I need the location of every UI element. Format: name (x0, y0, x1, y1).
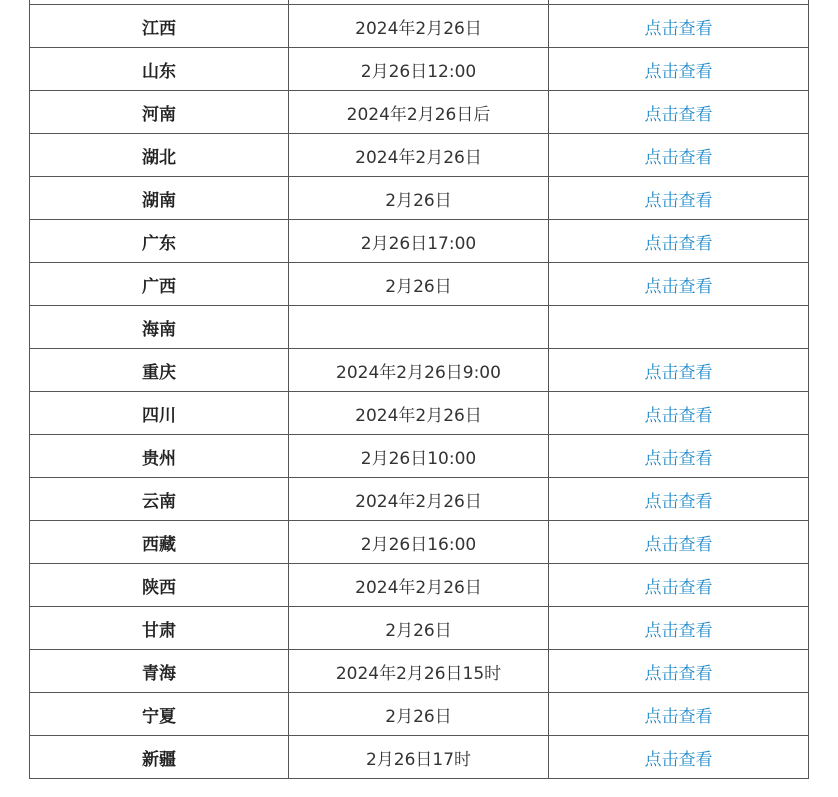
release-time-cell: 2024年2月26日 (289, 564, 549, 607)
link-cell (549, 650, 809, 693)
province-cell: 江西 (30, 5, 289, 48)
table-row (30, 736, 809, 779)
province-cell: 贵州 (30, 435, 289, 478)
link-cell (549, 349, 809, 392)
table-row (30, 693, 809, 736)
table-row (30, 349, 809, 392)
province-cell: 宁夏 (30, 693, 289, 736)
score-release-table-container (29, 0, 809, 779)
release-time-cell: 2月26日 (289, 693, 549, 736)
table-row (30, 521, 809, 564)
link-cell (549, 177, 809, 220)
table-row (30, 478, 809, 521)
link-cell (549, 134, 809, 177)
province-cell: 陕西 (30, 564, 289, 607)
table-row (30, 91, 809, 134)
release-time-cell: 2024年2月26日 (289, 392, 549, 435)
view-link[interactable]: 点击查看 (644, 18, 713, 39)
province-cell: 云南 (30, 478, 289, 521)
link-cell (549, 91, 809, 134)
view-link[interactable]: 点击查看 (644, 104, 713, 125)
table-row (30, 306, 809, 349)
release-time-cell: 2月26日 (289, 177, 549, 220)
province-cell: 四川 (30, 392, 289, 435)
release-time-cell: 2024年2月26日后 (289, 91, 549, 134)
view-link[interactable]: 点击查看 (644, 405, 713, 426)
view-link[interactable]: 点击查看 (644, 749, 713, 770)
link-cell (549, 263, 809, 306)
province-cell: 重庆 (30, 349, 289, 392)
province-cell: 广西 (30, 263, 289, 306)
table-row (30, 48, 809, 91)
table-row (30, 564, 809, 607)
link-cell (549, 607, 809, 650)
province-cell: 西藏 (30, 521, 289, 564)
score-release-table (29, 0, 809, 779)
link-cell (549, 306, 809, 349)
release-time-cell: 2月26日 (289, 263, 549, 306)
province-cell: 湖北 (30, 134, 289, 177)
release-time-cell: 2月26日17:00 (289, 220, 549, 263)
release-time-cell: 2024年2月26日 (289, 478, 549, 521)
province-cell: 青海 (30, 650, 289, 693)
province-cell: 甘肃 (30, 607, 289, 650)
view-link[interactable]: 点击查看 (644, 190, 713, 211)
view-link[interactable]: 点击查看 (644, 706, 713, 727)
view-link[interactable]: 点击查看 (644, 448, 713, 469)
province-cell: 山东 (30, 48, 289, 91)
release-time-cell: 2月26日10:00 (289, 435, 549, 478)
release-time-cell: 2024年2月26日15时 (289, 650, 549, 693)
view-link[interactable]: 点击查看 (644, 491, 713, 512)
link-cell (549, 220, 809, 263)
table-row (30, 650, 809, 693)
release-time-cell: 2月26日17时 (289, 736, 549, 779)
link-cell (549, 564, 809, 607)
link-cell (549, 392, 809, 435)
table-row (30, 220, 809, 263)
link-cell (549, 521, 809, 564)
link-cell (549, 435, 809, 478)
view-link[interactable]: 点击查看 (644, 620, 713, 641)
view-link[interactable]: 点击查看 (644, 147, 713, 168)
table-row (30, 607, 809, 650)
release-time-cell: 2月26日 (289, 607, 549, 650)
release-time-cell: 2月26日16:00 (289, 521, 549, 564)
link-cell (549, 5, 809, 48)
release-time-cell: 2024年2月26日9:00 (289, 349, 549, 392)
link-cell (549, 478, 809, 521)
province-cell: 新疆 (30, 736, 289, 779)
release-time-cell: 2月26日12:00 (289, 48, 549, 91)
view-link[interactable]: 点击查看 (644, 233, 713, 254)
link-cell (549, 736, 809, 779)
table-row (30, 134, 809, 177)
view-link[interactable]: 点击查看 (644, 577, 713, 598)
table-row (30, 392, 809, 435)
province-cell: 海南 (30, 306, 289, 349)
link-cell (549, 48, 809, 91)
release-time-cell (289, 306, 549, 349)
release-time-cell: 2024年2月26日 (289, 5, 549, 48)
table-row (30, 263, 809, 306)
release-time-cell: 2024年2月26日 (289, 134, 549, 177)
view-link[interactable]: 点击查看 (644, 663, 713, 684)
view-link[interactable]: 点击查看 (644, 534, 713, 555)
view-link[interactable]: 点击查看 (644, 276, 713, 297)
table-body (30, 0, 809, 779)
province-cell: 广东 (30, 220, 289, 263)
table-row (30, 435, 809, 478)
province-cell: 湖南 (30, 177, 289, 220)
link-cell (549, 693, 809, 736)
view-link[interactable]: 点击查看 (644, 362, 713, 383)
view-link[interactable]: 点击查看 (644, 61, 713, 82)
table-row (30, 177, 809, 220)
table-row (30, 5, 809, 48)
province-cell: 河南 (30, 91, 289, 134)
